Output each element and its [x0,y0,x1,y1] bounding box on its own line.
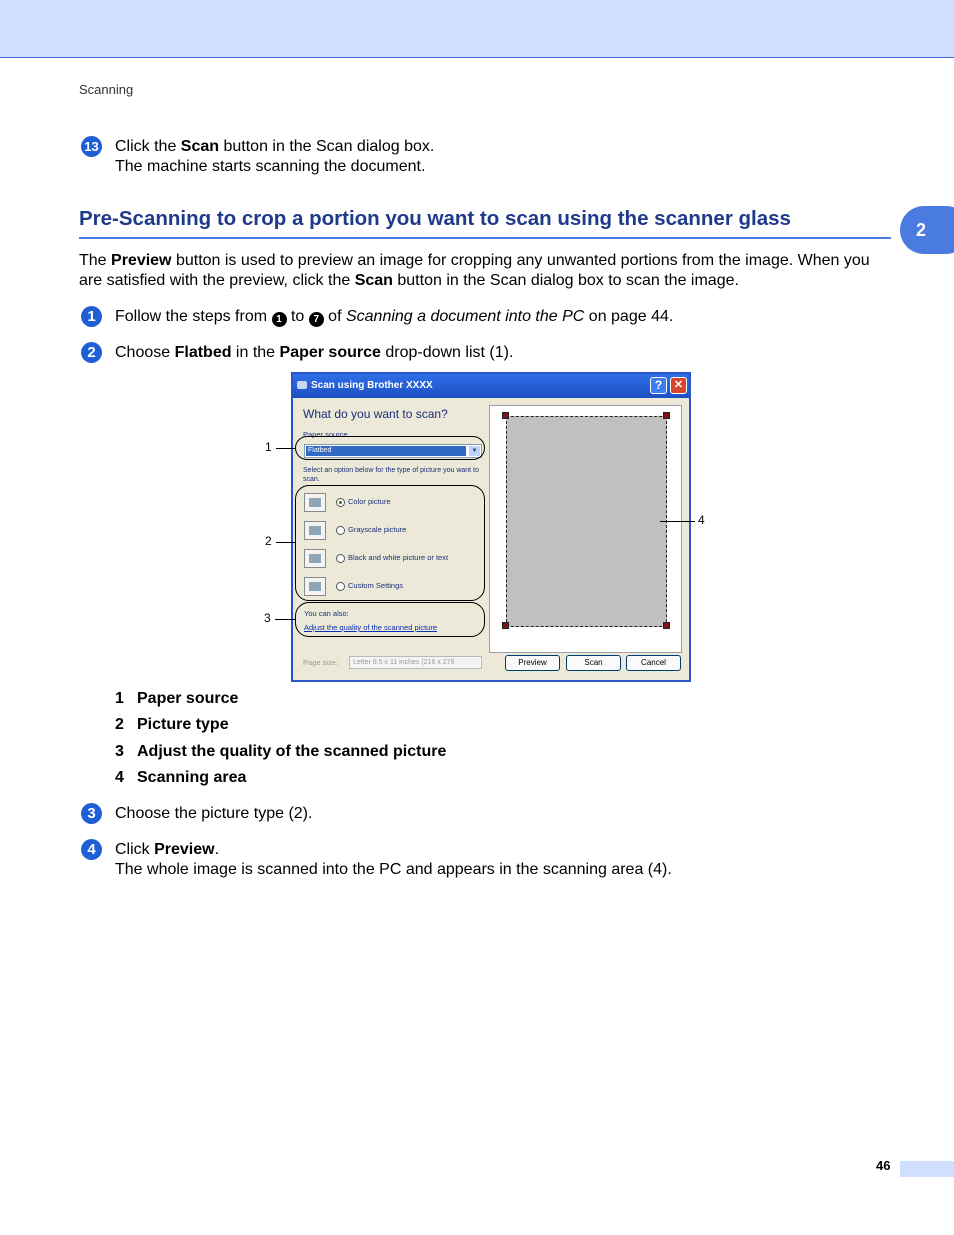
scan-region[interactable] [506,416,667,627]
help-icon[interactable]: ? [650,377,667,394]
step-ref-7: 7 [309,312,324,327]
legend-num: 3 [115,743,124,760]
dialog-title: Scan using Brother XXXX [311,380,433,391]
page-bar [900,1161,954,1177]
step-badge-1: 1 [81,306,102,327]
step-2-b: Flatbed [174,344,232,361]
callout-4-leader [660,521,695,522]
intro-scan: Scan [354,272,393,289]
page-size-label: Page size: [303,658,339,667]
step-4-c: . [214,841,220,858]
legend-item-4 [115,769,246,787]
callout-2-leader [276,542,295,543]
step-1-text [115,307,673,327]
callout-3-leader [275,619,295,620]
scan-button-ref: Scan [180,138,220,155]
step-4-a: Click [115,841,155,858]
crop-handle-top-left[interactable] [502,412,509,419]
legend-num: 2 [115,716,124,733]
legend-label: Adjust the quality of the scanned picture [137,743,447,760]
step-2-a: Choose [115,344,175,361]
legend-num: 1 [115,690,124,707]
preview-button[interactable]: Preview [505,655,560,671]
scanner-app-icon [297,381,307,389]
color-picture-label: Color picture [348,497,391,506]
crop-handle-top-right[interactable] [663,412,670,419]
callout-4: 4 [698,513,705,527]
step-13-text-c: button in the Scan dialog box. [219,138,435,155]
step-1-b: to [286,308,309,325]
step-1-c: of [323,308,346,325]
callout-ring-paper-source [295,436,485,460]
step-4-text [115,840,672,880]
dialog-titlebar [293,374,689,398]
picture-type-hint: Select an option below for the type of picture you want to scan. [303,467,479,483]
callout-1: 1 [265,440,272,454]
custom-settings-label: Custom Settings [348,581,404,590]
scan-button[interactable]: Scan [566,655,621,671]
legend-label: Scanning area [137,769,247,786]
crop-handle-bottom-left[interactable] [502,622,509,629]
step-2-d: Paper source [279,344,381,361]
callout-1-leader [276,448,295,449]
step-4-line2: The whole image is scanned into the PC and appears in the scanning area (4). [115,861,672,878]
running-header: Scanning [79,82,134,97]
section-title: Pre-Scanning to crop a portion you want to scan using the scanner glass [79,207,891,239]
chapter-tab: 2 [900,206,954,254]
step-badge-2: 2 [81,342,102,363]
step-13-text [115,137,434,177]
page-size-dropdown: Letter 8.5 x 11 inches (216 x 279 [349,656,482,669]
legend-num: 4 [115,769,124,786]
callout-3: 3 [264,611,271,625]
legend-item-2 [115,716,229,734]
adjust-quality-link[interactable]: Adjust the quality of the scanned picture [304,623,438,632]
step-3-text: Choose the picture type (2). [115,805,313,822]
step-2-text [115,343,513,363]
step-13-text-a: Click the [115,138,181,155]
step-badge-4: 4 [81,839,102,860]
legend-item-1 [115,690,238,708]
scanning-area [489,405,682,653]
intro-a: The [79,252,112,269]
intro-preview: Preview [111,252,172,269]
step-badge-13: 13 [81,136,102,157]
crop-handle-bottom-right[interactable] [663,622,670,629]
step-1-e: on page 44. [584,308,674,325]
callout-ring-adjust-quality [295,602,485,637]
paper-source-value: Flatbed [306,446,466,456]
intro-e: button in the Scan dialog box to scan the image. [392,272,739,289]
step-2-e: drop-down list (1). [380,344,514,361]
scan-dialog-figure [291,372,691,682]
cancel-button[interactable]: Cancel [626,655,681,671]
step-ref-1: 1 [272,312,287,327]
bw-picture-label: Black and white picture or text [348,553,449,562]
step-4-b: Preview [154,841,215,858]
grayscale-picture-label: Grayscale picture [348,525,407,534]
page-number: 46 [876,1158,891,1173]
legend-label: Picture type [137,716,229,733]
top-band [0,0,954,58]
close-icon[interactable]: ✕ [670,377,687,394]
also-label: You can also: [304,609,349,618]
legend-item-3 [115,743,446,761]
step-badge-3: 3 [81,803,102,824]
intro-c: button is used to preview an image for cropping any unwanted portions from the image. When you are satisfied with the preview, click the [79,252,870,289]
chevron-down-icon[interactable]: ▼ [469,446,480,456]
step-1-a: Follow the steps from [115,308,272,325]
step-13-line2: The machine starts scanning the document. [115,158,426,175]
callout-2: 2 [265,534,272,548]
intro-paragraph [79,251,894,291]
callout-ring-picture-type [295,485,485,601]
step-1-link: Scanning a document into the PC [345,308,585,325]
step-2-c: in the [231,344,280,361]
paper-source-label: Paper source [303,430,348,439]
dialog-question: What do you want to scan? [303,407,448,421]
legend-label: Paper source [137,690,239,707]
